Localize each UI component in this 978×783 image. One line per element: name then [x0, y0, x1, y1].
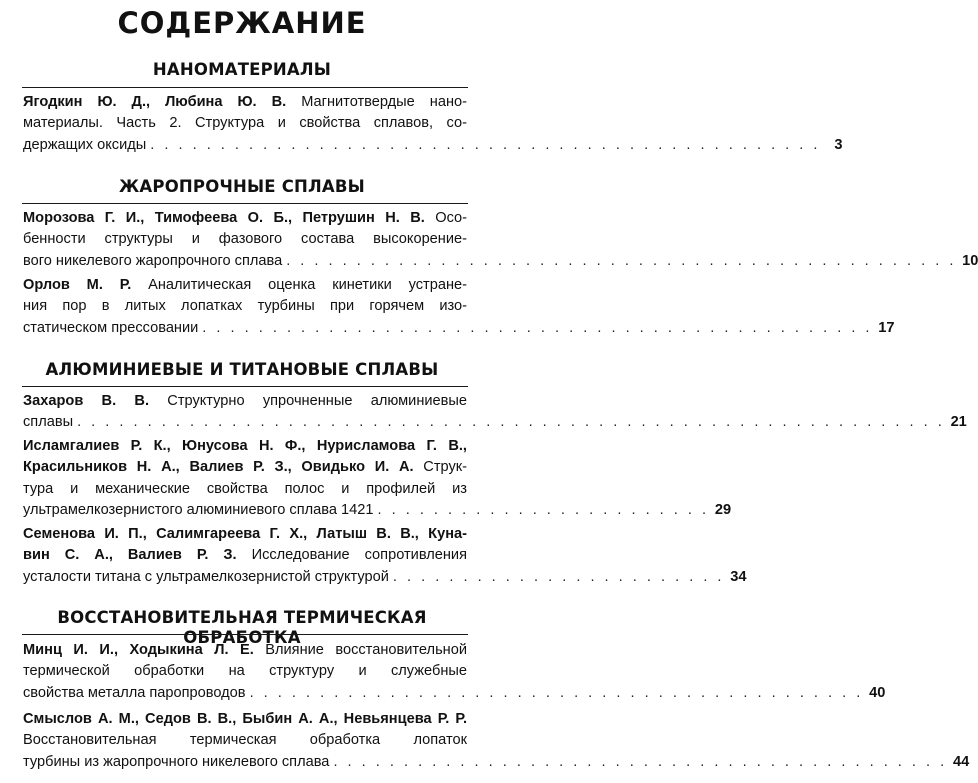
entry-line	[23, 683, 886, 704]
dot-leader: . . . . . . . . . . . . . . . . . . . . . . . . . . . . . . . . . . . . . . . . . . . .	[333, 753, 948, 770]
toc-entry[interactable]	[23, 208, 978, 272]
entry-page-number: 3	[834, 136, 843, 153]
entry-text: термической обработки на структуру и служебные	[23, 663, 467, 680]
entry-line	[23, 709, 467, 730]
entry-text: вого никелевого жаропрочного сплава	[23, 252, 283, 269]
entry-text: статическом прессовании	[23, 319, 199, 336]
toc-entry[interactable]	[23, 436, 732, 521]
toc-entry[interactable]	[23, 92, 843, 156]
entry-line	[23, 113, 467, 134]
entry-line	[23, 412, 967, 433]
entry-text: Исследование сопротивления	[236, 547, 467, 564]
section-title-aluminum-titanium-alloys: АЛЮМИНИЕВЫЕ И ТИТАНОВЫЕ СПЛАВЫ	[45, 360, 439, 379]
entry-line	[23, 251, 978, 272]
entry-text: усталости титана с ультрамелкозернистой структурой	[23, 568, 389, 585]
toc-entry[interactable]	[23, 640, 886, 704]
dot-leader: . . . . . . . . . . . . . . . . . . . . . . . . . . . . . . . . . . . . . . . . . . . . . . . .	[202, 319, 873, 336]
entry-line	[23, 296, 467, 317]
entry-text: ультрамелкозернистого алюминиевого сплава 1421	[23, 501, 374, 518]
entry-text: Влияние восстановительной	[253, 642, 468, 658]
dot-leader: . . . . . . . . . . . . . . . . . . . . . . . . . . . . . . . . . . . . . . . . . . . .	[249, 684, 864, 701]
entry-line	[23, 457, 467, 478]
section-title-nanomaterials: НАНОМАТЕРИАЛЫ	[152, 60, 332, 79]
entry-authors: вин С. А., Валиев Р. З.	[23, 547, 237, 564]
dot-leader: . . . . . . . . . . . . . . . . . . . . . . . . . . . . . . . . . . . . . . . . . . . . . . . .	[150, 136, 821, 153]
entry-text: турбины из жаропрочного никелевого сплава	[23, 753, 330, 770]
entry-line	[23, 92, 467, 113]
entry-page-number: 10	[962, 252, 978, 269]
dot-leader: . . . . . . . . . . . . . . . . . . . . . . . .	[377, 501, 710, 518]
entry-text: ния пор в литых лопатках турбины при горячем изо-	[23, 298, 467, 315]
entry-text: Осо-	[424, 210, 468, 226]
entry-text: бенности структуры и фазового состава высокорение-	[23, 231, 467, 248]
entry-text: Аналитическая оценка кинетики устране-	[131, 277, 467, 293]
entry-line	[23, 135, 843, 156]
entry-line	[23, 391, 467, 412]
entry-line	[23, 545, 467, 566]
section-divider	[22, 634, 468, 635]
entry-text: сплавы	[23, 414, 74, 431]
entry-authors: Захаров В. В.	[23, 393, 150, 409]
entry-text: свойства металла паропроводов	[23, 684, 246, 701]
entry-authors: Семенова И. П., Салимгареева Г. Х., Латыш В. В., Куна-	[23, 526, 467, 542]
section-title-heat-resistant-alloys: ЖАРОПРОЧНЫЕ СПЛАВЫ	[119, 177, 365, 196]
entry-line	[23, 436, 467, 457]
toc-entry[interactable]	[23, 391, 967, 434]
entry-authors: Минц И. И., Ходыкина Л. Е.	[23, 642, 254, 658]
section-title-restorative-heat-treatment: ВОССТАНОВИТЕЛЬНАЯ ТЕРМИЧЕСКАЯ ОБРАБОТКА	[57, 608, 427, 647]
section-divider	[22, 203, 468, 204]
entry-text: Струк-	[413, 459, 467, 476]
entry-text: Структурно упрочненные алюминиевые	[149, 393, 468, 409]
entry-line	[23, 318, 895, 339]
entry-line	[23, 567, 747, 588]
entry-line	[23, 640, 467, 661]
entry-line	[23, 752, 970, 773]
entry-authors: Смыслов А. М., Седов В. В., Быбин А. А., Невьянцева Р. Р.	[23, 711, 467, 727]
entry-authors: Орлов М. Р.	[23, 277, 132, 293]
entry-line	[23, 479, 467, 500]
toc-entry[interactable]	[23, 709, 970, 773]
entry-text: материалы. Часть 2. Структура и свойства сплавов, со-	[23, 115, 467, 132]
section-divider	[22, 87, 468, 88]
section-divider	[22, 386, 468, 387]
page-title: СОДЕРЖАНИЕ	[117, 6, 367, 40]
entry-page-number: 40	[869, 684, 886, 701]
entry-page-number: 44	[952, 753, 970, 770]
entry-page-number: 17	[878, 319, 895, 336]
entry-authors: Морозова Г. И., Тимофеева О. Б., Петрушин Н. В.	[23, 210, 425, 226]
toc-entry[interactable]	[23, 275, 895, 339]
toc-entry[interactable]	[23, 524, 747, 588]
entry-line	[23, 661, 467, 682]
dot-leader: . . . . . . . . . . . . . . . . . . . . . . . .	[392, 568, 725, 585]
entry-line	[23, 730, 467, 751]
entry-page-number: 21	[950, 414, 967, 431]
entry-line	[23, 524, 467, 545]
entry-line	[23, 275, 467, 296]
entry-line	[23, 229, 467, 250]
dot-leader: . . . . . . . . . . . . . . . . . . . . . . . . . . . . . . . . . . . . . . . . . . . . . . . . . . . . . . . . . . . . . .	[77, 414, 945, 431]
dot-leader: . . . . . . . . . . . . . . . . . . . . . . . . . . . . . . . . . . . . . . . . . . . . . . . .	[286, 252, 957, 269]
entry-page-number: 34	[730, 568, 747, 585]
entry-authors: Красильников Н. А., Валиев Р. З., Овидько И. А.	[23, 459, 414, 476]
entry-page-number: 29	[714, 501, 732, 518]
entry-authors: Исламгалиев Р. К., Юнусова Н. Ф., Нурисламова Г. В.,	[23, 438, 467, 454]
entry-line	[23, 500, 732, 521]
entry-line	[23, 208, 467, 229]
entry-text: держащих оксиды	[23, 136, 147, 153]
entry-text: тура и механические свойства полос и профилей из	[23, 480, 467, 497]
entry-text: Магнитотвердые нано-	[286, 94, 467, 110]
entry-text: Восстановительная термическая обработка лопаток	[23, 732, 467, 749]
entry-authors: Ягодкин Ю. Д., Любина Ю. В.	[23, 94, 287, 110]
